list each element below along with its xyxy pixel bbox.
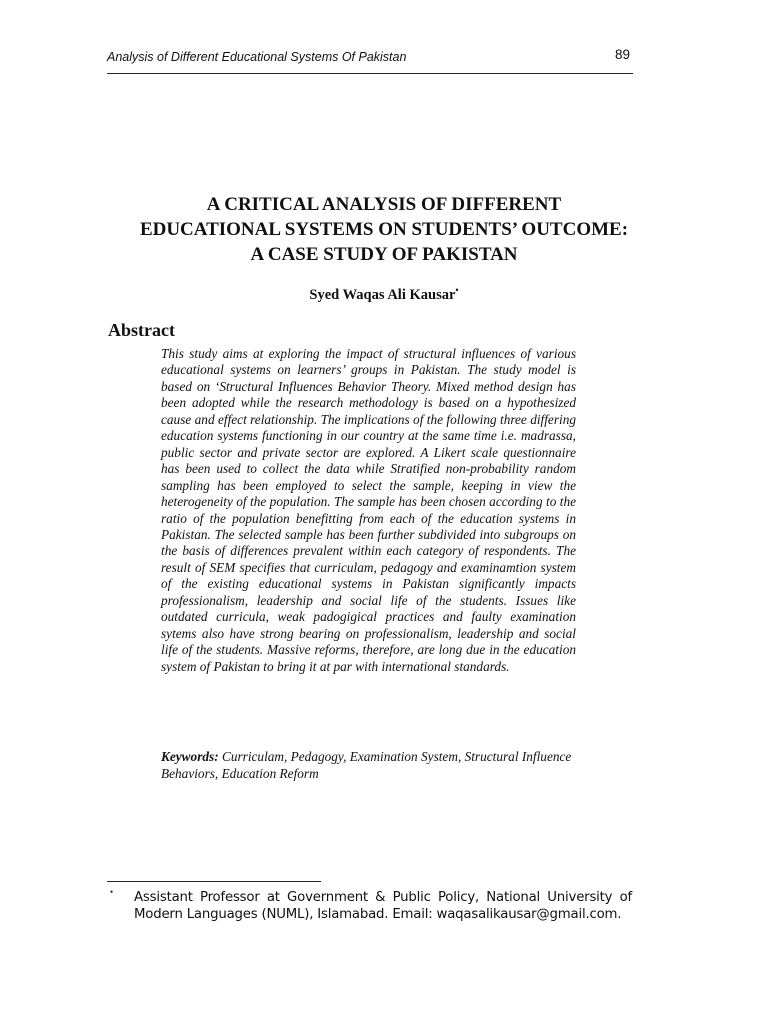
footnote-divider [107, 881, 321, 882]
page-number: 89 [614, 47, 630, 62]
keywords-label: Keywords: [161, 749, 219, 764]
running-header [107, 47, 633, 70]
paper-title [90, 192, 678, 267]
keywords-text: Curriculam, Pedagogy, Examination System, Structural Influence Behaviors, Education Reform [161, 749, 572, 781]
header-divider [107, 73, 633, 74]
author-footnote-marker: • [455, 285, 459, 295]
author-line [0, 285, 768, 304]
author-name: Syed Waqas Ali Kausar [309, 286, 456, 303]
title-line-2: EDUCATIONAL SYSTEMS ON STUDENTS’ OUTCOME: [139, 219, 629, 240]
running-title: Analysis of Different Educational Systems Of Pakistan [107, 50, 407, 64]
abstract-heading: Abstract [108, 320, 175, 340]
keywords [161, 748, 576, 782]
footnote-marker: • [110, 887, 114, 897]
title-line-3: A CASE STUDY OF PAKISTAN [250, 244, 518, 265]
footnote-text: Assistant Professor at Government & Public Policy, National University of Modern Languages (NUML), Islamabad. Email: waqasalikausar@gmail.com. [134, 890, 632, 922]
abstract-body: This study aims at exploring the impact of structural influences of various educational systems on learners’ groups in Pakistan. The study model is based on ‘Structural Influences Behavior Theory. Mixed method design has been adopted while the research methodology is based on a hypothesized cause and effect relationship. The implications of the following three differing education systems functioning in our country at the same time i.e. madrassa, public sector and private sector are explored. A Likert scale questionnaire has been used to collect the data while Stratified non-probability random sampling has been employed to select the sample, keeping in view the heterogeneity of the population. The sample has been chosen according to the ratio of the population benefitting from each of the education systems in Pakistan. The selected sample has been further subdivided into subgroups on the basis of differences prevalent within each category of respondents. The result of SEM specifies that curriculam, pedagogy and examinamtion system of the existing educational systems in Pakistan significantly impacts professionalism, leadership and social life of the students. Issues like outdated curricula, weak padogigical practices and faulty examination sytems also have strong bearing on professionalism, leadership and social life of the students. Massive reforms, therefore, are long due in the education system of Pakistan to bring it at par with international standards. [161, 346, 576, 674]
title-line-1: A CRITICAL ANALYSIS OF DIFFERENT [206, 194, 562, 215]
